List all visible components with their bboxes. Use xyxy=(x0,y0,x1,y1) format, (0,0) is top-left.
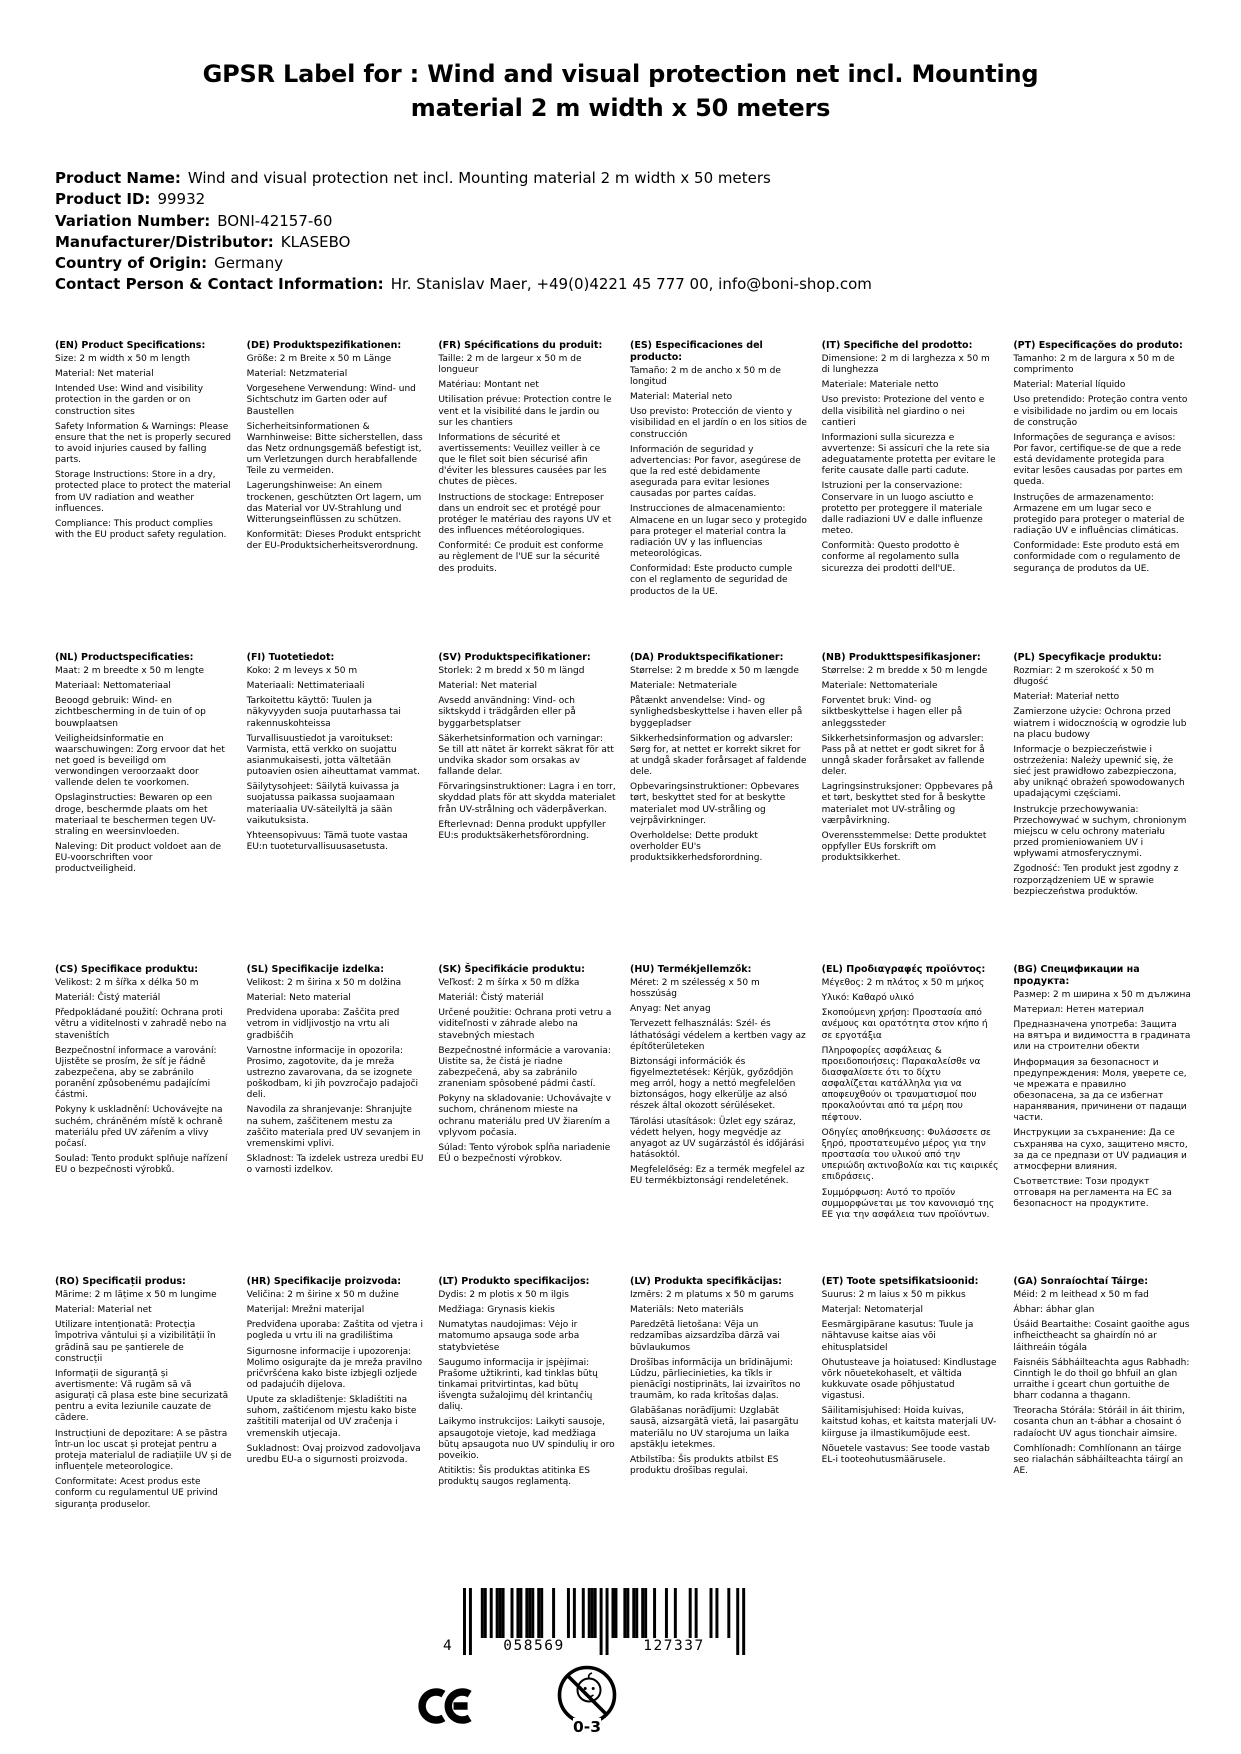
spec-item: Размер: 2 m ширина x 50 m дължина xyxy=(1013,989,1191,1000)
spec-block-bg xyxy=(1013,964,1191,1276)
spec-block-it xyxy=(822,340,1000,652)
spec-block-heading: (BG) Спецификации на продукта: xyxy=(1013,964,1140,987)
spec-item: Naleving: Dit product voldoet aan de EU-voorschriften voor productveiligheid. xyxy=(55,842,222,875)
spec-item: Uso pretendido: Proteção contra vento e visibilidade no jardim ou em locais de construção xyxy=(1013,395,1188,428)
spec-item: Conformidad: Este producto cumple con el reglamento de seguridad de productos de la UE. xyxy=(630,564,793,597)
spec-item: Conformità: Questo prodotto è conforme al regolamento sulla sicurezza dei prodotti dell'UE. xyxy=(821,541,960,574)
spec-item: Sikkerhetsinformasjon og advarsler: Pass på at nettet er godt sikret for å unngå skader forårsaket av fallende deler. xyxy=(821,733,985,778)
spec-block-body xyxy=(1013,1290,1191,1477)
spec-item: Größe: 2 m Breite x 50 m Länge xyxy=(246,353,392,364)
spec-block-heading: (CS) Specifikace produktu: xyxy=(55,964,199,975)
spec-item: Material: Material net xyxy=(55,1305,152,1316)
spec-item: Předpokládané použití: Ochrana proti větru a viditelnosti v zahradě nebo na staveništích xyxy=(55,1008,227,1041)
spec-item: Compliance: This product complies with the EU product safety regulation. xyxy=(55,518,227,541)
spec-block-heading: (SL) Specifikacije izdelka: xyxy=(246,964,384,975)
spec-block-ga xyxy=(1013,1276,1191,1588)
spec-item: Mărime: 2 m lățime x 50 m lungime xyxy=(55,1289,217,1300)
product-info-label: Product Name: xyxy=(55,169,181,187)
spec-item: Paredzētā lietošana: Vēja un redzamības aizsardzība dārzā vai būvlaukumos xyxy=(630,1320,780,1353)
spec-item: Предназначена употреба: Защита на вятъра и видимостта в градината или на строителни обекти xyxy=(1013,1020,1191,1053)
spec-item: Μέγεθος: 2 m πλάτος x 50 m μήκος xyxy=(821,977,985,988)
spec-block-da xyxy=(630,652,808,964)
product-info-row xyxy=(55,253,872,274)
spec-item: Skladnost: Ta izdelek ustreza uredbi EU o varnosti izdelkov. xyxy=(246,1154,424,1176)
spec-block-body xyxy=(822,666,1000,865)
spec-item: Dimensione: 2 m di larghezza x 50 m di lunghezza xyxy=(821,353,990,376)
spec-item: Opbevaringsinstruktioner: Opbevares tørt, beskyttet sted for at beskytte materialet mod UV-stråling og vejrpåvirkninger. xyxy=(630,782,800,826)
spec-block-fi xyxy=(247,652,425,964)
spec-item: Megfelelőség: Ez a termék megfelel az EU termékbiztonsági rendeletének. xyxy=(630,1165,805,1187)
spec-item: Σκοπούμενη χρήση: Προστασία από ανέμους και ορατότητα στον κήπο ή σε εργοτάξια xyxy=(821,1008,988,1041)
spec-item: Πληροφορίες ασφάλειας & προειδοποιήσεις: Παρακαλείσθε να διασφαλίσετε ότι το δίχτυ ασφαλίζεται κατάλληλα για να αποφευχθούν οι τραυματισμοί που προκαλούνται από τα μέρη που πέφτουν. xyxy=(821,1045,981,1123)
spec-item: Méret: 2 m szélesség x 50 m hosszúság xyxy=(630,977,760,1000)
spec-item: Información de seguridad y advertencias: Por favor, asegúrese de que la red esté debidamente asegurada para evitar lesiones causadas por partes caídas. xyxy=(630,444,801,500)
spec-item: Vorgesehene Verwendung: Wind- und Sichtschutz im Garten oder auf Baustellen xyxy=(246,384,416,417)
spec-item: Veiligheidsinformatie en waarschuwingen: Zorg ervoor dat het net goed is beveiligd om verwondingen veroorzaakt door vallende delen te voorkomen. xyxy=(55,733,225,789)
spec-item: Navodila za shranjevanje: Shranjujte na suhem, zaščitenem mestu za zaščito materiala pred UV sevanjem in vremenskimi vplivi. xyxy=(246,1105,421,1149)
spec-block-de xyxy=(247,340,425,652)
spec-item: Lagringsinstruksjoner: Oppbevares på et tørt, beskyttet sted for å beskytte materialet mot UV-stråling og værpåvirkning. xyxy=(821,782,994,826)
spec-item: Efterlevnad: Denna produkt uppfyller EU:s produktsäkerhetsförordning. xyxy=(438,819,606,841)
spec-item: Съответствие: Този продукт отговаря на регламента на ЕС за безопасност на продуктите. xyxy=(1013,1177,1172,1210)
spec-item: Ábhar: ábhar glan xyxy=(1013,1305,1095,1316)
spec-item: Conformitate: Acest produs este conform cu regulamentul UE privind siguranța produselor. xyxy=(55,1477,218,1510)
spec-item: Størrelse: 2 m bredde x 50 m længde xyxy=(630,665,799,676)
spec-item: Bezpečnostné informácie a varovania: Uistite sa, že čistá je riadne zabezpečená, aby sa zabránilo zraneniam spôsobené pádmi častí. xyxy=(438,1045,611,1090)
spec-block-sl xyxy=(247,964,425,1276)
spec-block-heading: (ES) Especificaciones del producto: xyxy=(630,340,763,363)
spec-block-body xyxy=(822,354,1000,575)
spec-item: Utilizare intenționată: Protecția împotriva vântului și a vizibilității în grădină sau pe șantierele de construcții xyxy=(55,1320,216,1364)
spec-item: Zgodność: Ten produkt jest zgodny z rozporządzeniem UE w sprawie bezpieczeństwa produktów. xyxy=(1013,864,1179,897)
product-info-label: Contact Person & Contact Information: xyxy=(55,275,384,294)
spec-block-nb xyxy=(822,652,1000,964)
spec-block-body xyxy=(55,666,233,876)
product-info-row xyxy=(55,232,872,253)
spec-item: Materijal: Mrežni materijal xyxy=(246,1305,365,1316)
spec-block-pl xyxy=(1013,652,1191,964)
spec-item: Medžiaga: Grynasis kiekis xyxy=(438,1305,555,1316)
spec-item: Ohutusteave ja hoiatused: Kindlustage võrk nõuetekohaselt, et vältida kukkuvate osade põhjustatud vigastusi. xyxy=(821,1357,997,1402)
spec-item: Sukladnost: Ovaj proizvod zadovoljava uredbu EU-a o sigurnosti proizvoda. xyxy=(246,1443,421,1465)
spec-item: Laikymo instrukcijos: Laikyti sausoje, apsaugotoje vietoje, kad medžiaga būtų apsaugota nuo UV spindulių ir oro poveikio. xyxy=(438,1417,615,1461)
spec-item: Koko: 2 m leveys x 50 m xyxy=(246,665,358,676)
spec-block-heading: (NL) Productspecificaties: xyxy=(55,652,194,663)
spec-item: Overholdelse: Dette produkt overholder EU's produktsikkerhedsforordning. xyxy=(630,830,763,864)
barcode-right-group: 127337 xyxy=(614,1638,734,1654)
spec-item: Säkerhetsinformation och varningar: Se till att nätet är korrekt säkrat för att undvika skador som orsakas av fallande delar. xyxy=(438,733,614,778)
spec-block-heading: (RO) Specificații produs: xyxy=(55,1276,186,1287)
spec-item: Materiał: Materiał netto xyxy=(1013,692,1120,703)
spec-item: Informații de siguranță și avertismente: Vă rugăm să vă asigurați că plasa este bine securizată pentru a evita leziunile cauzate de cădere. xyxy=(55,1368,229,1424)
spec-block-body xyxy=(1013,990,1191,1211)
spec-item: Instructions de stockage: Entreposer dans un endroit sec et protégé pour protéger le matériau des rayons UV et des influences météorologiques. xyxy=(438,492,612,537)
spec-block-body xyxy=(438,978,616,1165)
spec-block-lt xyxy=(438,1276,616,1588)
spec-item: Atitiktis: Šis produktas atitinka ES produktų saugos reglamentą. xyxy=(438,1466,591,1488)
spec-block-en xyxy=(55,340,233,652)
product-info-row xyxy=(55,189,872,210)
spec-block-heading: (NB) Produkttspesifikasjoner: xyxy=(821,652,981,663)
spec-block-heading: (DA) Produktspecifikationer: xyxy=(630,652,784,663)
spec-block-body xyxy=(438,666,616,842)
spec-item: Instrukcje przechowywania: Przechowywać w suchym, chronionym miejscu w celu ochrony materiału przed promieniowaniem UV i wpływami atmosferycznymi. xyxy=(1013,804,1187,860)
spec-item: Påtænkt anvendelse: Vind- og synlighedsbeskyttelse i haven eller på byggepladser xyxy=(630,696,803,729)
spec-block-body xyxy=(55,978,233,1177)
spec-item: Materiaal: Nettomateriaal xyxy=(55,681,171,692)
spec-item: Uso previsto: Protección de viento y visibilidad en el jardín o en los sitios de construcción xyxy=(630,407,807,440)
spec-block-heading: (IT) Specifiche del prodotto: xyxy=(821,340,973,351)
spec-item: Yhteensopivuus: Tämä tuote vastaa EU:n tuoteturvallisuusasetusta. xyxy=(246,830,408,853)
product-info-label: Product ID: xyxy=(55,190,151,209)
spec-item: Storage Instructions: Store in a dry, protected place to protect the material from UV radiation and weather influences. xyxy=(55,470,231,514)
spec-block-body xyxy=(55,1290,233,1511)
product-info-value: 99932 xyxy=(157,190,206,209)
product-info-row xyxy=(55,274,872,295)
product-info-value: KLASEBO xyxy=(280,232,351,251)
spec-item: Informações de segurança e avisos: Por favor, certifique-se de que a rede está devidamente protegida para evitar lesões causadas por partes em queda. xyxy=(1013,432,1183,488)
spec-block-heading: (PL) Specyfikacje produktu: xyxy=(1013,652,1162,663)
spec-item: Συμμόρφωση: Αυτό το προϊόν συμμορφώνεται με τον κανονισμό της ΕΕ για την ασφάλεια των προϊόντων. xyxy=(821,1187,995,1220)
spec-item: Veľkosť: 2 m šírka x 50 m dĺžka xyxy=(438,977,580,988)
spec-item: Saugumo informacija ir įspėjimai: Prašome užtikrinti, kad tinklas būtų tinkamai pritvirtintas, kad būtų išvengta sužalojimų dėl krintančių dalių. xyxy=(438,1357,598,1413)
spec-item: Opslaginstructies: Bewaren op een droge, beschermde plaats om het materiaal te beschermen tegen UV-straling en weersinvloeden. xyxy=(55,793,216,837)
spec-block-heading: (HR) Specifikacije proizvoda: xyxy=(246,1276,402,1287)
spec-block-sv xyxy=(438,652,616,964)
spec-block-heading: (SV) Produktspecifikationer: xyxy=(438,652,591,663)
spec-item: Velikost: 2 m širina x 50 m dolžina xyxy=(246,977,402,988)
spec-item: Beoogd gebruik: Wind- en zichtbescherming in de tuin of op bouwplaatsen xyxy=(55,696,206,729)
spec-item: Instrucțiuni de depozitare: A se păstra într-un loc uscat și protejat pentru a proteja materialul de radiațiile UV și de influențele meteorologice. xyxy=(55,1428,232,1473)
spec-item: Treoracha Stórála: Stóráil in áit thirim, cosanta chun an t-ábhar a chosaint ó radaíocht UV agus tionchair aimsire. xyxy=(1013,1406,1186,1439)
spec-item: Materiale: Nettomateriale xyxy=(821,681,938,692)
spec-item: Biztonsági információk és figyelmeztetések: Kérjük, győződjön meg arról, hogy a nettó megfelelően biztonságos, hogy elkerülje az alsó részek által okozott sérüléseket. xyxy=(630,1056,796,1112)
product-info-label: Country of Origin: xyxy=(55,254,208,273)
spec-item: Izmērs: 2 m platums x 50 m garums xyxy=(630,1289,794,1300)
spec-block-body xyxy=(630,1290,808,1477)
spec-item: Conformidade: Este produto está em conformidade com o regulamento de segurança de produtos da UE. xyxy=(1013,541,1181,574)
spec-item: Material: Net material xyxy=(438,681,538,692)
spec-block-heading: (FI) Tuotetiedot: xyxy=(246,652,335,663)
spec-item: Säilitamisjuhised: Hoida kuivas, kaitstud kohas, et kaitsta materjali UV-kiirguse ja ilmastikumõjude eest. xyxy=(821,1406,997,1439)
spec-item: Faisnéis Sábháilteachta agus Rabhadh: Cinntigh le do thoil go bhfuil an glan urraithe i gceart chun gortuithe de bharr codanna a thagann. xyxy=(1013,1357,1190,1402)
spec-item: Υλικό: Καθαρό υλικό xyxy=(821,993,914,1004)
spec-block-body xyxy=(822,978,1000,1221)
spec-block-sk xyxy=(438,964,616,1276)
spec-block-heading: (ET) Toote spetsifikatsioonid: xyxy=(821,1276,979,1287)
spec-block-body xyxy=(822,1290,1000,1466)
spec-item: Taille: 2 m de largeur x 50 m de longueur xyxy=(438,353,582,376)
spec-block-body xyxy=(438,1290,616,1489)
spec-item: Konformität: Dieses Produkt entspricht der EU-Produktsicherheitsverordnung. xyxy=(246,530,421,552)
spec-item: Eesmärgipärane kasutus: Tuule ja nähtavuse kaitse aias või ehitusplatsidel xyxy=(821,1320,974,1353)
spec-item: Materiale: Netmateriale xyxy=(630,681,737,692)
barcode-lead-digit: 4 xyxy=(443,1638,454,1654)
spec-block-body xyxy=(247,1290,425,1466)
spec-item: Určené použitie: Ochrana proti vetru a viditeľnosti v záhrade alebo na stavebných miestach xyxy=(438,1008,612,1041)
spec-item: Istruzioni per la conservazione: Conservare in un luogo asciutto e protetto per proteggere il materiale dalle radiazioni UV e dalle influenze meteo. xyxy=(821,481,983,537)
spec-block-body xyxy=(438,354,616,575)
spec-item: Materjal: Netomaterjal xyxy=(821,1305,923,1316)
spec-block-es xyxy=(630,340,808,652)
spec-item: Sigurnosne informacije i upozorenja: Molimo osigurajte da je mreža pravilno pričvršćena kako biste izbjegli ozljede od padajućih dijelova. xyxy=(246,1346,423,1390)
spec-block-heading: (LT) Produkto specifikacijos: xyxy=(438,1276,590,1287)
spec-block-el xyxy=(822,964,1000,1276)
ean-barcode xyxy=(443,1588,746,1660)
spec-block-body xyxy=(247,666,425,853)
spec-block-body xyxy=(630,666,808,865)
spec-item: Rozmiar: 2 m szerokość x 50 m długość xyxy=(1013,665,1154,688)
spec-block-cs xyxy=(55,964,233,1276)
spec-block-body xyxy=(630,366,808,598)
spec-item: Sikkerhedsinformation og advarsler: Sørg for, at nettet er korrekt sikret for at undgå skader forårsaget af faldende dele. xyxy=(630,733,807,778)
barcode-left-group: 058569 xyxy=(474,1638,594,1654)
spec-block-heading: (GA) Sonraíochtaí Táirge: xyxy=(1013,1276,1149,1287)
spec-item: Informacje o bezpieczeństwie i ostrzeżenia: Należy upewnić się, że sieć jest prawidłowo zabezpieczona, aby uniknąć obrażeń spowodowanych upadającymi częściami. xyxy=(1013,744,1185,800)
spec-item: Predvidena uporaba: Zaščita pred vetrom in vidljivostjo na vrtu ali gradbiščih xyxy=(246,1008,400,1041)
product-info-value: Germany xyxy=(214,254,284,273)
product-info-row xyxy=(55,168,872,189)
spec-item: Instrucciones de almacenamiento: Almacene en un lugar seco y protegido para proteger el material contra la radiación UV y las influencias meteorológicas. xyxy=(630,504,807,560)
spec-item: Comhlíonadh: Comhlíonann an táirge seo rialachán sábháilteachta táirgí an AE. xyxy=(1013,1443,1184,1477)
spec-block-heading: (FR) Spécifications du produit: xyxy=(438,340,603,351)
spec-item: Material: Material neto xyxy=(630,392,733,403)
spec-item: Suurus: 2 m laius x 50 m pikkus xyxy=(821,1289,966,1300)
spec-item: Materiaali: Nettimateriaali xyxy=(246,681,365,692)
spec-block-body xyxy=(1013,354,1191,575)
spec-item: Méid: 2 m leithead x 50 m fad xyxy=(1013,1289,1149,1300)
spec-block-body xyxy=(55,354,233,541)
spec-block-heading: (SK) Špecifikácie produktu: xyxy=(438,964,585,975)
spec-item: Materiál: Čistý materiál xyxy=(55,993,161,1004)
spec-block-body xyxy=(247,354,425,553)
spec-item: Uso previsto: Protezione del vento e della visibilità nel giardino o nei cantieri xyxy=(821,395,985,428)
spec-item: Størrelse: 2 m bredde x 50 m lengde xyxy=(821,665,988,676)
spec-item: Avsedd användning: Vind- och siktskydd i trädgården eller på byggarbetsplatser xyxy=(438,696,576,729)
spec-item: Intended Use: Wind and visibility protection in the garden or on construction sites xyxy=(55,384,204,417)
spec-block-et xyxy=(822,1276,1000,1588)
spec-item: Sicherheitsinformationen & Warnhinweise: Bitte sicherstellen, dass das Netz ordnungsgemäß befestigt ist, um Verletzungen durch herabfallende Teile zu vermeiden. xyxy=(246,421,423,477)
product-info-row xyxy=(55,211,872,232)
spec-item: Instruções de armazenamento: Armazene em um lugar seco e protegido para proteger o material de radiação UV e influências climáticas. xyxy=(1013,492,1185,537)
spec-item: Материал: Нетен материал xyxy=(1013,1004,1144,1015)
page-title: GPSR Label for : Wind and visual protection net incl. Mounting material 2 m width x 50 meters xyxy=(202,60,1039,122)
spec-block-nl xyxy=(55,652,233,964)
product-info-label: Variation Number: xyxy=(55,211,211,230)
spec-item: Dydis: 2 m plotis x 50 m ilgis xyxy=(438,1289,569,1300)
spec-item: Material: Material líquido xyxy=(1013,380,1126,391)
spec-item: Overensstemmelse: Dette produktet oppfyller EUs forskrift om produktsikkerhet. xyxy=(821,830,987,864)
spec-item: Drošības informācija un brīdinājumi: Lūdzu, pārliecinieties, ka tīkls ir pienācīgi nostiprināts, lai izvairītos no traumām, ko rada krītošas daļas. xyxy=(630,1357,801,1402)
product-info-value: Wind and visual protection net incl. Mounting material 2 m width x 50 meters xyxy=(187,169,771,187)
spec-block-heading: (DE) Produktspezifikationen: xyxy=(246,340,402,351)
spec-block-body xyxy=(630,978,808,1188)
spec-item: Tervezett felhasználás: Szél- és láthatósági védelem a kertben vagy az építőterületeken xyxy=(630,1019,806,1052)
spec-block-ro xyxy=(55,1276,233,1588)
spec-item: Инструкции за съхранение: Да се съхранява на сухо, защитено място, за да се предпази от UV радиация и атмосферни влияния. xyxy=(1013,1128,1188,1172)
spec-item: Conformité: Ce produit est conforme au règlement de l'UE sur la sécurité des produits. xyxy=(438,541,604,574)
spec-block-hr xyxy=(247,1276,425,1588)
spec-item: Utilisation prévue: Protection contre le vent et la visibilité dans le jardin ou sur les chantiers xyxy=(438,395,612,428)
spec-item: Materiāls: Neto materiāls xyxy=(630,1305,744,1316)
spec-item: Veličina: 2 m širine x 50 m dužine xyxy=(246,1289,399,1300)
spec-item: Tamaño: 2 m de ancho x 50 m de longitud xyxy=(630,365,781,387)
spec-item: Velikost: 2 m šířka x délka 50 m xyxy=(55,977,199,988)
spec-item: Material: Netzmaterial xyxy=(246,369,348,380)
spec-item: Maat: 2 m breedte x 50 m lengte xyxy=(55,665,205,676)
spec-item: Size: 2 m width x 50 m length xyxy=(55,353,191,364)
spec-item: Tarkoitettu käyttö: Tuulen ja näkyvyyden suoja puutarhassa tai rakennuskohteissa xyxy=(246,696,401,729)
spec-item: Upute za skladištenje: Skladištiti na suhom, zaštićenom mjestu kako biste zaštitili materijal od UV zračenja i vremenskih utjecaja. xyxy=(246,1395,417,1439)
spec-item: Turvallisuustiedot ja varoitukset: Varmista, että verkko on suojattu asianmukaisesti, jotta vältetään putoavien osien aiheuttamat vammat. xyxy=(246,733,420,778)
spec-block-fr xyxy=(438,340,616,652)
spec-item: Οδηγίες αποθήκευσης: Φυλάσσετε σε ξηρό, προστατευμένο μέρος για την προστασία του υλικού από την υπεριώδη ακτινοβολία και τις καιρικές επιδράσεις. xyxy=(821,1127,999,1183)
spec-block-heading: (HU) Termékjellemzők: xyxy=(630,964,752,975)
spec-item: Úsáid Beartaithe: Cosaint gaoithe agus infheictheacht sa ghairdín nó ar láithreáin tógála xyxy=(1013,1320,1190,1353)
spec-item: Säilytysohjeet: Säilytä kuivassa ja suojatussa paikassa suojaamaan materiaalia UV-säteilyltä ja sään vaikutuksista. xyxy=(246,782,400,826)
spec-item: Pokyny k uskladnění: Uchovávejte na suchém, chráněném místě k ochraně materiálu před UV zářením a vlivy počasí. xyxy=(55,1105,223,1149)
spec-block-heading: (LV) Produkta specifikācijas: xyxy=(630,1276,782,1287)
spec-item: Atbilstība: Šis produkts atbilst ES produktu drošības regulai. xyxy=(630,1454,779,1477)
spec-item: Anyag: Net anyag xyxy=(630,1004,711,1015)
spec-item: Förvaringsinstruktioner: Lagra i en torr, skyddad plats för att skydda materialet från UV-strålning och väderpåverkan. xyxy=(438,782,616,815)
spec-item: Safety Information & Warnings: Please ensure that the net is properly secured to avoid injuries caused by falling parts. xyxy=(55,421,231,466)
spec-block-heading: (PT) Especificações do produto: xyxy=(1013,340,1183,351)
spec-item: Forventet bruk: Vind- og siktbeskyttelse i hagen eller på anleggssteder xyxy=(821,696,963,729)
spec-item: Zamierzone użycie: Ochrona przed wiatrem i widocznością w ogrodzie lub na placu budowy xyxy=(1013,707,1187,740)
spec-item: Pokyny na skladovanie: Uchovávajte v suchom, chránenom mieste na ochranu materiálu pred UV žiarením a vplyvom počasia. xyxy=(438,1094,611,1138)
age-warning-0-3-icon xyxy=(556,1662,618,1744)
spec-item: Tárolási utasítások: Üzlet egy száraz, védett helyen, hogy megvédje az anyagot az UV sugárzástól és időjárási hatásoktól. xyxy=(630,1116,805,1161)
spec-item: Glabāšanas norādījumi: Uzglabāt sausā, aizsargātā vietā, lai pasargātu materiālu no UV starojuma un laika apstākļu ietekmes. xyxy=(630,1406,799,1450)
spec-block-body xyxy=(1013,666,1191,898)
spec-block-pt xyxy=(1013,340,1191,652)
spec-item: Bezpečnostní informace a varování: Ujistěte se prosím, že síť je řádně zabezpečena, aby se zabránilo poranění způsobenému padajícími částmi. xyxy=(55,1045,217,1101)
spec-item: Storlek: 2 m bredd x 50 m längd xyxy=(438,665,585,676)
spec-grid xyxy=(55,340,1191,1588)
ce-mark-icon xyxy=(418,1684,476,1732)
spec-block-heading: (EL) Προδιαγραφές προϊόντος: xyxy=(821,964,986,975)
spec-block-lv xyxy=(630,1276,808,1588)
spec-item: Predviđena uporaba: Zaštita od vjetra i pogleda u vrtu ili na gradilištima xyxy=(246,1320,423,1342)
spec-item: Material: Neto material xyxy=(246,993,351,1004)
spec-item: Materiale: Materiale netto xyxy=(821,380,939,391)
spec-item: Nõuetele vastavus: See toode vastab EL-i tooteohutusmäärusele. xyxy=(821,1443,990,1465)
spec-item: Lagerungshinweise: An einem trockenen, geschützten Ort lagern, um das Material vor UV-Strahlung und Witterungseinflüssen zu schützen. xyxy=(246,481,422,525)
spec-item: Numatytas naudojimas: Vėjo ir matomumo apsauga sode arba statybvietėse xyxy=(438,1320,580,1353)
svg-text:0-3: 0-3 xyxy=(572,1718,602,1736)
product-info-value: Hr. Stanislav Maer, +49(0)4221 45 777 00, info@boni-shop.com xyxy=(390,275,872,294)
spec-block-body xyxy=(247,978,425,1177)
spec-item: Matériau: Montant net xyxy=(438,380,539,391)
spec-item: Soulad: Tento produkt splňuje nařízení EU o bezpečnosti výrobků. xyxy=(55,1154,228,1176)
spec-item: Súlad: Tento výrobok spĺňa nariadenie EÚ o bezpečnosti výrobkov. xyxy=(438,1142,611,1165)
spec-block-hu xyxy=(630,964,808,1276)
spec-block-heading: (EN) Product Specifications: xyxy=(55,340,206,351)
product-info-label: Manufacturer/Distributor: xyxy=(55,232,274,251)
product-info-value: BONI-42157-60 xyxy=(217,211,333,230)
spec-item: Material: Net material xyxy=(55,369,154,380)
spec-item: Informazioni sulla sicurezza e avvertenze: Si assicuri che la rete sia adeguatamente protetta per evitare le ferite causate dalle parti cadute. xyxy=(821,432,996,477)
spec-item: Informations de sécurité et avertissements: Veuillez veiller à ce que le filet soit bien sécurisé afin d'éviter les blessures causées par les chutes de pièces. xyxy=(438,432,607,488)
spec-item: Информация за безопасност и предупреждения: Моля, уверете се, че мрежата е правилно обезопасена, за да се избегнат наранявания, причинени от падащи части. xyxy=(1013,1057,1187,1124)
spec-item: Materiál: Čistý materiál xyxy=(438,993,544,1004)
spec-item: Varnostne informacije in opozorila: Prosimo, zagotovite, da je mreža ustrezno zavarovana, da se izognete poškodbam, ki jih povzročajo padajoči deli. xyxy=(246,1045,419,1101)
spec-item: Tamanho: 2 m de largura x 50 m de comprimento xyxy=(1013,353,1175,376)
product-info-section xyxy=(55,168,872,296)
